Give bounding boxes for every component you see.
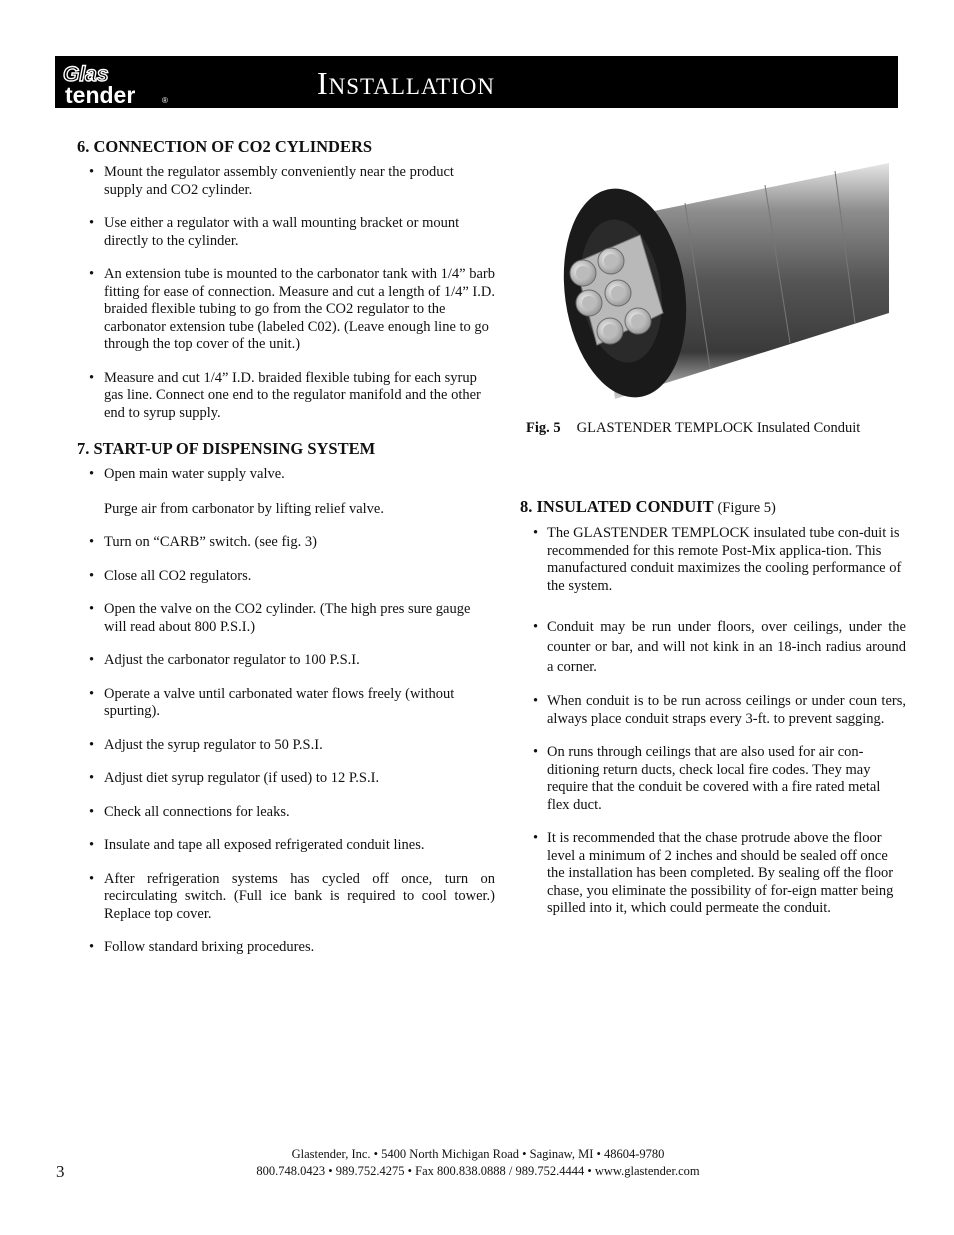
section-7-list: [77, 466, 495, 957]
figure-caption: [526, 420, 860, 437]
list-item: • Turn on “CARB” switch. (see fig. 3): [77, 534, 495, 552]
list-item: • Adjust diet syrup regulator (if used) to 12 P.S.I.: [77, 770, 495, 788]
section-7-heading: 7. START-UP OF DISPENSING SYSTEM: [77, 439, 376, 458]
list-item-text: Open main water supply valve.: [104, 466, 285, 482]
list-item: • When conduit is to be run across ceilings or under coun ters, always place conduit straps every 3-ft. to prevent sagging.: [520, 693, 906, 728]
page-title: INSTALLATION: [317, 65, 495, 101]
list-item: • Mount the regulator assembly conveniently near the product supply and CO2 cylinder.: [77, 164, 495, 199]
footer: [190, 1146, 766, 1180]
list-item: • Measure and cut 1/4” I.D. braided flexible tubing for each syrup gas line. Connect one end to the regulator manifold and the other end to syrup supply.: [77, 370, 495, 423]
list-item: • Adjust the syrup regulator to 50 P.S.I.: [77, 737, 495, 755]
section-8-list: [520, 525, 906, 918]
section-6-heading: 6. CONNECTION OF CO2 CYLINDERS: [77, 137, 373, 156]
list-item: • Open the valve on the CO2 cylinder. (The high pres sure gauge will read about 800 P.S.I.): [77, 601, 495, 636]
footer-contact: 800.748.0423 • 989.752.4275 • Fax 800.838.0888 / 989.752.4444 • www.glastender.com: [256, 1164, 700, 1178]
page-number: 3: [56, 1162, 65, 1181]
svg-text:tender: tender: [65, 82, 136, 106]
right-column: [520, 496, 906, 934]
list-item: • It is recommended that the chase protrude above the floor level a minimum of 2 inches and should be sealed off once the installation has been completed. By sealing off the floor chase, you eliminate the possibility of for-eign matter being spilled into it, which could permeate the conduit.: [520, 830, 906, 918]
conduit-photo: [535, 163, 889, 401]
header-bar: [55, 56, 898, 108]
glastender-logo: [61, 62, 171, 106]
list-item: • Insulate and tape all exposed refrigerated conduit lines.: [77, 837, 495, 855]
svg-text:Glas: Glas: [63, 63, 109, 86]
list-item: • Follow standard brixing procedures.: [77, 939, 495, 957]
section-8-heading: 8. INSULATED CONDUIT (Figure 5): [520, 497, 776, 516]
list-item: • The GLASTENDER TEMPLOCK insulated tube con-duit is recommended for this remote Post-Mix applica-tion. This manufactured conduit maximizes the cooling performance of the system.: [520, 525, 906, 595]
list-item: • Check all connections for leaks.: [77, 804, 495, 822]
figure-label: Fig. 5: [526, 420, 561, 436]
figure-caption-text: GLASTENDER TEMPLOCK Insulated Conduit: [576, 420, 861, 436]
list-item: [77, 466, 495, 518]
left-column: [77, 136, 495, 973]
svg-text:®: ®: [162, 96, 168, 105]
list-item: • Adjust the carbonator regulator to 100 P.S.I.: [77, 652, 495, 670]
list-item: • Close all CO2 regulators.: [77, 568, 495, 586]
list-item: • Operate a valve until carbonated water flows freely (without spurting).: [77, 686, 495, 721]
list-item: • Use either a regulator with a wall mounting bracket or mount directly to the cylinder.: [77, 215, 495, 250]
section-6-list: [77, 164, 495, 422]
list-item: • An extension tube is mounted to the carbonator tank with 1/4” barb fitting for ease of connection. Measure and cut a length of 1/4” I.D. braided flexible tubing to go from the CO2 regulator to the carbonator extension tube (labeled C02). (Leave enough line to go through the top cover of the unit.): [77, 266, 495, 354]
list-item: • On runs through ceilings that are also used for air con-ditioning return ducts, check local fire codes. They may require that the conduit be covered with a fire rated metal flex duct.: [520, 744, 906, 814]
list-item: • Conduit may be run under floors, over ceilings, under the counter or bar, and will not kink in an 18-inch radius around a corner.: [520, 617, 906, 677]
list-item: • After refrigeration systems has cycled off once, turn on recirculating switch. (Full ice bank is required to cool tower.) Replace top cover.: [77, 871, 495, 924]
footer-address: Glastender, Inc. • 5400 North Michigan Road • Saginaw, MI • 48604-9780: [291, 1147, 665, 1161]
list-item-text: Purge air from carbonator by lifting relief valve.: [104, 500, 384, 517]
